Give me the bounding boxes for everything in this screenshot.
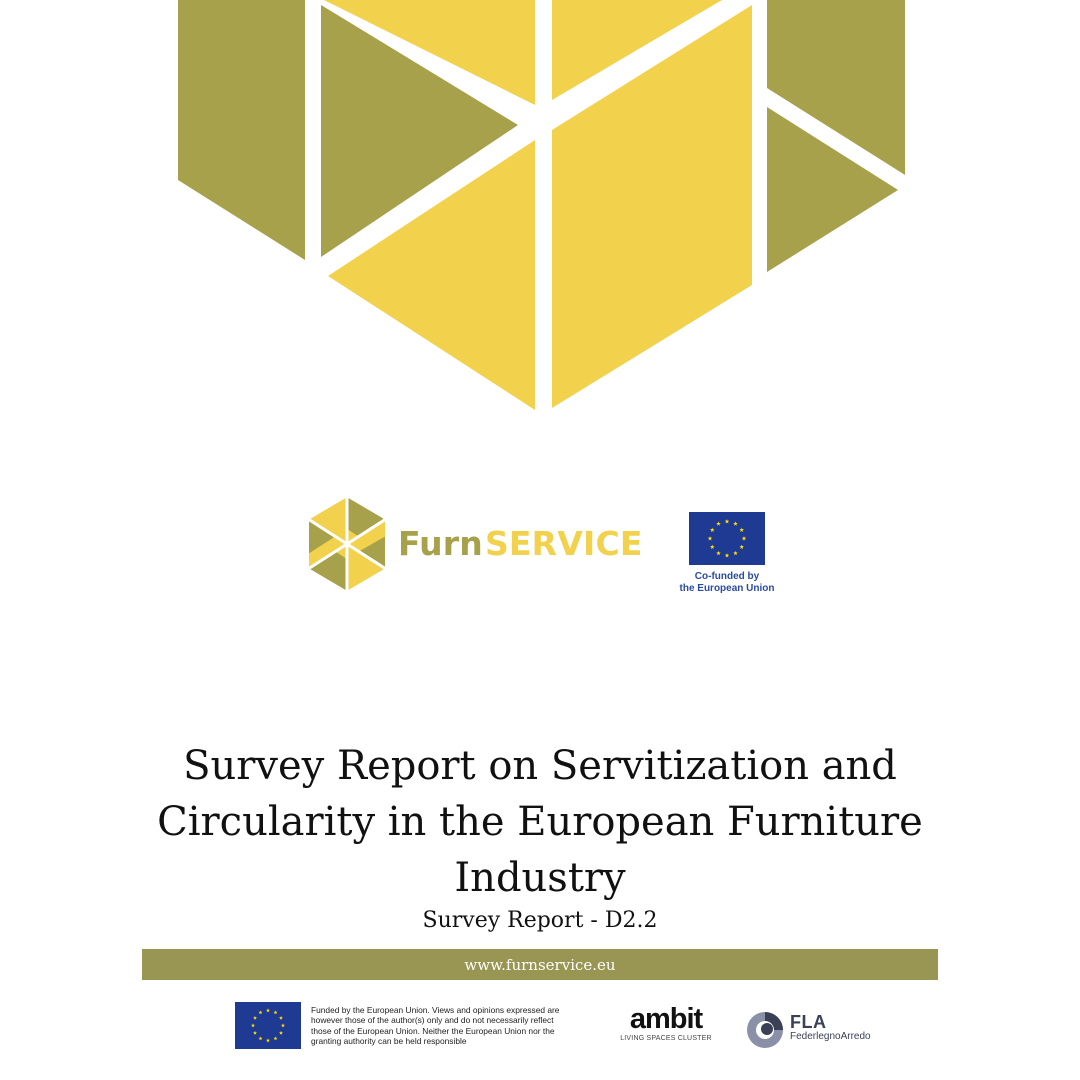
cofunded-badge xyxy=(660,571,794,595)
furnservice-logo-icon xyxy=(306,494,388,594)
ambit-wordmark: ambit xyxy=(629,1003,703,1035)
brand-furn: Furn xyxy=(398,524,483,563)
fla-wordmark: FLA xyxy=(790,1012,827,1032)
document-title: Survey Report on Servitization and Circularity in the European Furniture Industry xyxy=(157,743,923,901)
ambit-tagline: LIVING SPACES CLUSTER xyxy=(620,1035,712,1042)
eu-flag-icon xyxy=(689,512,765,565)
cofunded-line1: Co-funded by xyxy=(694,571,760,582)
fla-logo-icon xyxy=(745,1010,785,1050)
cofunded-line2: the European Union xyxy=(679,583,775,594)
website-bar xyxy=(142,949,938,980)
document-subtitle: Survey Report - D2.2 xyxy=(422,908,658,933)
website-link[interactable]: www.furnservice.eu xyxy=(464,955,616,974)
brand-service: SERVICE xyxy=(484,524,643,563)
ambit-logo xyxy=(618,1004,714,1043)
eu-flag-footer-icon xyxy=(235,1002,301,1049)
brand-wordmark xyxy=(398,522,643,566)
funding-disclaimer: Funded by the European Union. Views and opinions expressed are however those of the author(s) only and do not necessarily reflect those of the European Union. Neither the European Union nor the granting authority can be held responsible xyxy=(311,1005,560,1047)
hero-cube-pattern xyxy=(0,0,1080,420)
fla-tagline: FederlegnoArredo xyxy=(790,1031,871,1042)
